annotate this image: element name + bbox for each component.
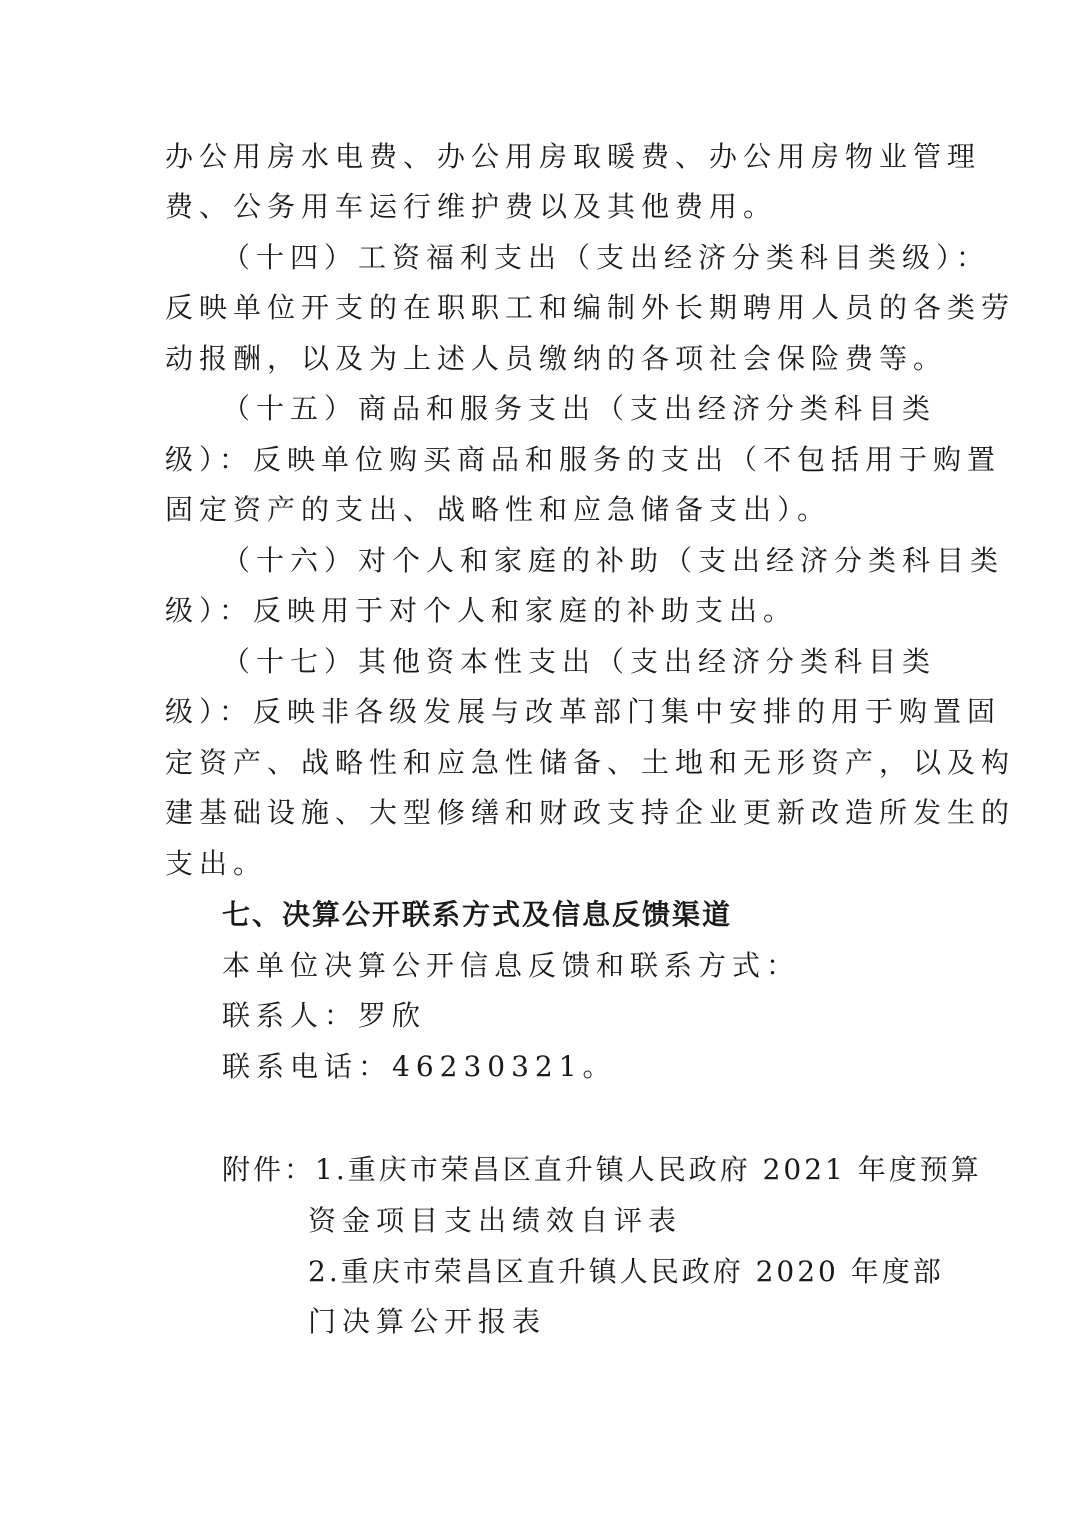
contact-person: 联系人：罗欣 <box>222 999 427 1032</box>
body-line: 级）：反映单位购买商品和服务的支出（不包括用于购置 <box>165 443 1002 476</box>
body-line: 固定资产的支出、战略性和应急储备支出）。 <box>165 493 832 526</box>
body-line: 费、公务用车运行维护费以及其他费用。 <box>165 190 778 223</box>
body-line: 级）：反映非各级发展与改革部门集中安排的用于购置固 <box>165 695 1002 728</box>
body-line: 定资产、战略性和应急性储备、土地和无形资产，以及构 <box>165 746 1016 779</box>
body-line: 建基础设施、大型修缮和财政支持企业更新改造所发生的 <box>165 796 1016 829</box>
body-line: 反映单位开支的在职职工和编制外长期聘用人员的各类劳 <box>165 291 1016 324</box>
attachment-1: 附件：1.重庆市荣昌区直升镇人民政府 2021 年度预算 <box>222 1153 982 1186</box>
body-line: 支出。 <box>165 847 268 880</box>
item-15-heading: （十五）商品和服务支出（支出经济分类科目类 <box>222 392 937 425</box>
attachment-1-cont: 资金项目支出绩效自评表 <box>308 1204 683 1237</box>
item-14-heading: （十四）工资福利支出（支出经济分类科目类级）： <box>222 241 991 274</box>
contact-phone: 联系电话：46230321。 <box>222 1050 617 1083</box>
attachment-2-cont: 门决算公开报表 <box>308 1305 547 1338</box>
item-16-heading: （十六）对个人和家庭的补助（支出经济分类科目类 <box>222 544 1005 577</box>
contact-intro: 本单位决算公开信息反馈和联系方式： <box>222 949 801 982</box>
item-17-heading: （十七）其他资本性支出（支出经济分类科目类 <box>222 645 937 678</box>
attachment-2: 2.重庆市荣昌区直升镇人民政府 2020 年度部 <box>308 1255 944 1288</box>
body-line: 办公用房水电费、办公用房取暖费、办公用房物业管理 <box>165 140 982 173</box>
body-line: 动报酬，以及为上述人员缴纳的各项社会保险费等。 <box>165 342 948 375</box>
body-line: 级）：反映用于对个人和家庭的补助支出。 <box>165 594 798 627</box>
section-heading: 七、决算公开联系方式及信息反馈渠道 <box>222 898 733 931</box>
